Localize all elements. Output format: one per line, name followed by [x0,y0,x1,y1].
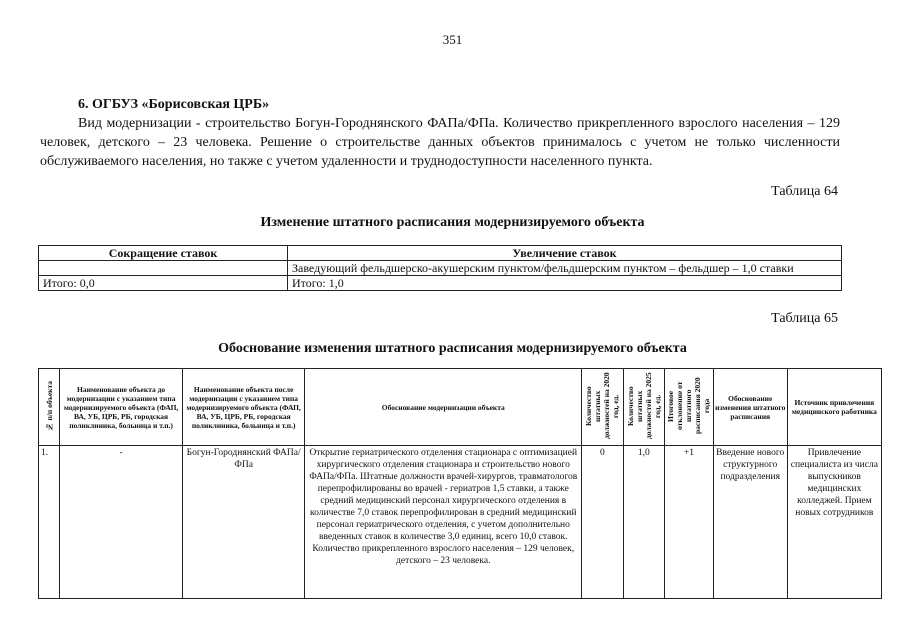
staffing-change-table [38,245,842,291]
row-count-2025: 1,0 [623,446,665,599]
row-before: - [60,446,183,599]
table-header-row [39,246,842,261]
table-row-total [39,276,842,291]
header-before: Наименование объекта до модернизации с указанием типа модернизируемого объекта (ФАП, ВА, УБ, ЦРБ, РБ, городская поликлиника, больница и т.п.) [60,369,183,446]
row-number: 1. [39,446,60,599]
table-row [39,261,842,276]
header-count-2020: Количество штатных должностей на 2020 год, ед. [582,369,624,446]
reduction-cell [39,261,288,276]
header-increase: Увеличение ставок [288,246,842,261]
header-justification: Обоснование модернизации объекта [305,369,582,446]
table-65-caption: Обоснование изменения штатного расписания модернизируемого объекта [218,341,687,356]
table-64-label: Таблица 64 [771,184,838,199]
row-source: Привлечение специалиста из числа выпускников медицинских колледжей. Прием новых сотрудников [787,446,881,599]
header-reduction: Сокращение ставок [39,246,288,261]
header-after: Наименование объекта после модернизации с указанием типа модернизируемого объекта (ФАП, ВА, УБ, ЦРБ, РБ, городская поликлиника, больница и т.п.) [182,369,305,446]
increase-cell: Заведующий фельдшерско-акушерским пунктом/фельдшерским пунктом – фельдшер – 1,0 ставки [288,261,842,276]
header-deviation: Итоговое отклонение от штатного расписания 2020 года [665,369,714,446]
staffing-justification-table [38,368,882,599]
reduction-total: Итого: 0,0 [39,276,288,291]
row-reason: Введение нового структурного подразделения [713,446,787,599]
header-source: Источник привлечения медицинского работника [787,369,881,446]
header-reason: Обоснование изменения штатного расписания [713,369,787,446]
section-title: 6. ОГБУЗ «Борисовская ЦРБ» [78,97,270,112]
table-65-label: Таблица 65 [771,311,838,326]
page-number: 351 [442,32,463,47]
header-number: № п/п объекта [39,369,60,446]
row-justification: Открытие гериатрического отделения стационара с оптимизацией хирургического отделения стационара и строительство нового ФАПа/ФПа. Штатные должности врачей-хирургов, травматологов перепрофилированы во врачей - гериатров 1,5 ставки, а также средний медицинский персонал хирургического отделения в количестве 7,0 ставок перепрофилирован в средний медицинский персонал гериатрического отделения, с учетом дополнительно введенных ставок в количестве 3,0 единиц, всего 10,0 ставок. Количество прикрепленного взрослого населения – 129 человек, детского – 23 человека. [305,446,582,599]
row-deviation: +1 [665,446,714,599]
table-64-caption: Изменение штатного расписания модернизируемого объекта [260,215,645,230]
increase-total: Итого: 1,0 [288,276,842,291]
header-count-2025: Количество штатных должностей на 2025 год, ед. [623,369,665,446]
row-after: Богун-Городнянский ФАПа/ФПа [182,446,305,599]
table-row [39,446,882,599]
intro-paragraph: Вид модернизации - строительство Богун-Городнянского ФАПа/ФПа. Количество прикрепленного взрослого населения – 129 человек, детского – 23 человека. Решение о строительстве данных объектов принималось с учетом не только численности обслуживаемого населения, но также с учетом удаленности и труднодоступности населенного пункта. [40,116,840,169]
table-header-row [39,369,882,446]
row-count-2020: 0 [582,446,624,599]
